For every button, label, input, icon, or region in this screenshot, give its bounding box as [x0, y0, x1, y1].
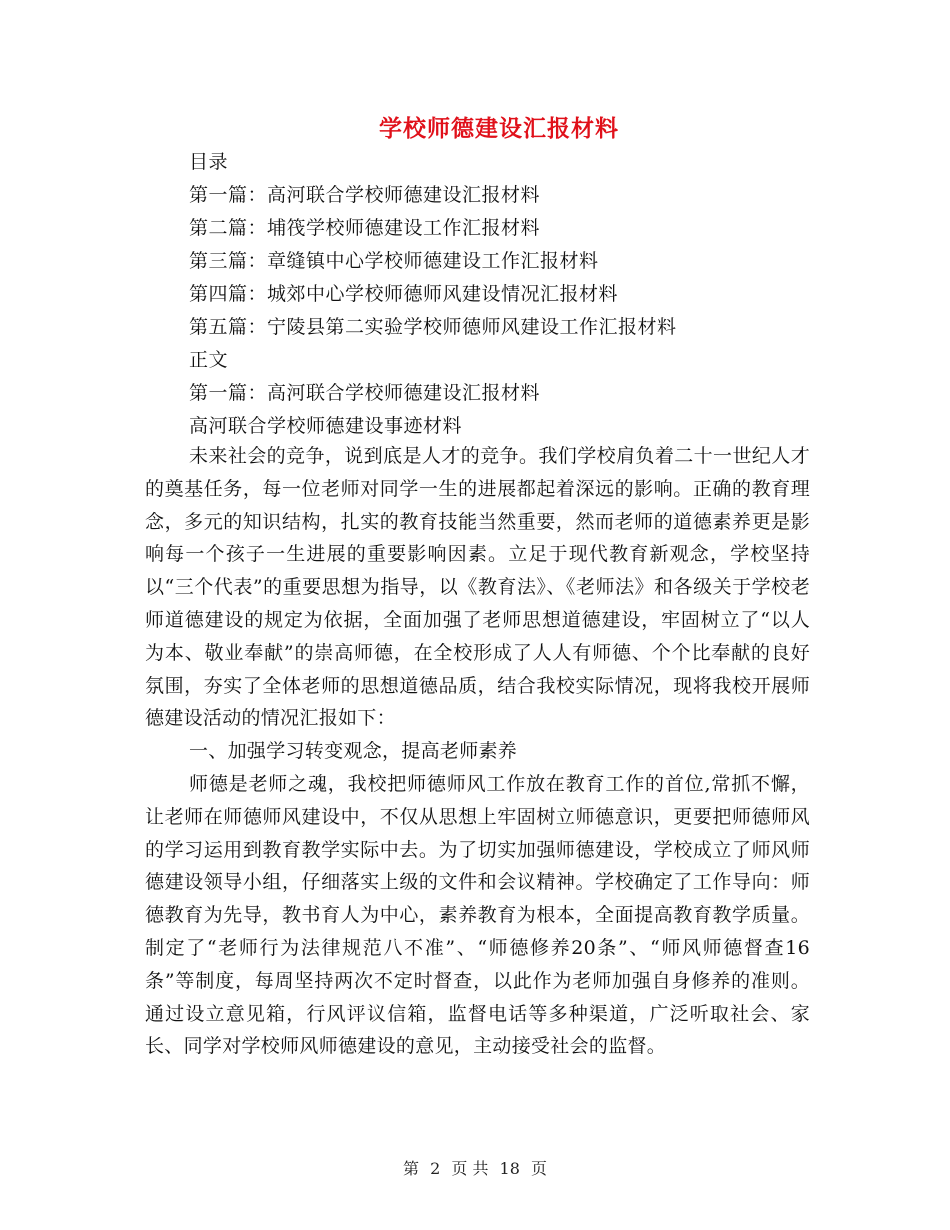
paragraph: 未来社会的竞争，说到底是人才的竞争。我们学校肩负着二十一世纪人才的奠基任务，每一位老师对同学一生的进展都起着深远的影响。正确的教育理念，多元的知识结构，扎实的教育技能当然重要，然而老师的道德素养更是影响每一个孩子一生进展的重要影响因素。立足于现代教育新观念，学校坚持以“三个代表”的重要思想为指导，以《教育法》、《老师法》和各级关于学校老师道德建设的规定为依据，全面加强了老师思想道德建设，牢固树立了“以人为本、敬业奉献”的崇高师德，在全校形成了人人有师德、个个比奉献的良好氛围，夯实了全体老师的思想道德品质，结合我校实际情况，现将我校开展师德建设活动的情况汇报如下： — [145, 445, 810, 730]
page-footer — [0, 1156, 950, 1179]
footer-total-pages: 18 — [499, 1159, 520, 1178]
toc-item: 第五篇：宁陵县第二实验学校师德师风建设工作汇报材料 — [189, 316, 677, 338]
body-text — [145, 440, 810, 1063]
footer-page-number: 2 — [430, 1159, 441, 1178]
paragraph: 师德是老师之魂，我校把师德师风工作放在教育工作的首位,常抓不懈，让老师在师德师风建设中，不仅从思想上牢固树立师德意识，更要把师德师风的学习运用到教育教学实际中去。为了切实加强师德建设，学校成立了师风师德建设领导小组，仔细落实上级的文件和会议精神。学校确定了工作导向：师德教育为先导，教书育人为中心，素养教育为根本，全面提高教育教学质量。制定了“老师行为法律规范八不准”、“师德修养20条”、“师风师德督查16条”等制度，每周坚持两次不定时督查，以此作为老师加强自身修养的准则。通过设立意见箱，行风评议信箱，监督电话等多种渠道，广泛听取社会、家长、同学对学校师风师德建设的意见，主动接受社会的监督。 — [145, 772, 810, 1058]
body-heading: 正文 — [189, 349, 229, 371]
section-heading: 一、加强学习转变观念，提高老师素养 — [189, 740, 518, 763]
toc-item: 第四篇：城郊中心学校师德师风建设情况汇报材料 — [189, 283, 619, 305]
section-subtitle: 高河联合学校师德建设事迹材料 — [189, 415, 463, 437]
toc-item: 第三篇：章缝镇中心学校师德建设工作汇报材料 — [189, 250, 599, 272]
table-of-contents — [189, 146, 829, 443]
toc-heading: 目录 — [189, 151, 229, 173]
document-title: 学校师德建设汇报材料 — [379, 115, 619, 142]
footer-prefix: 第 — [402, 1159, 419, 1178]
footer-suffix: 页 — [531, 1159, 548, 1178]
footer-middle: 页 共 — [451, 1159, 489, 1178]
toc-item: 第二篇：埔筏学校师德建设工作汇报材料 — [189, 217, 541, 239]
toc-item: 第一篇：高河联合学校师德建设汇报材料 — [189, 184, 541, 206]
section-title: 第一篇：高河联合学校师德建设汇报材料 — [189, 382, 541, 404]
